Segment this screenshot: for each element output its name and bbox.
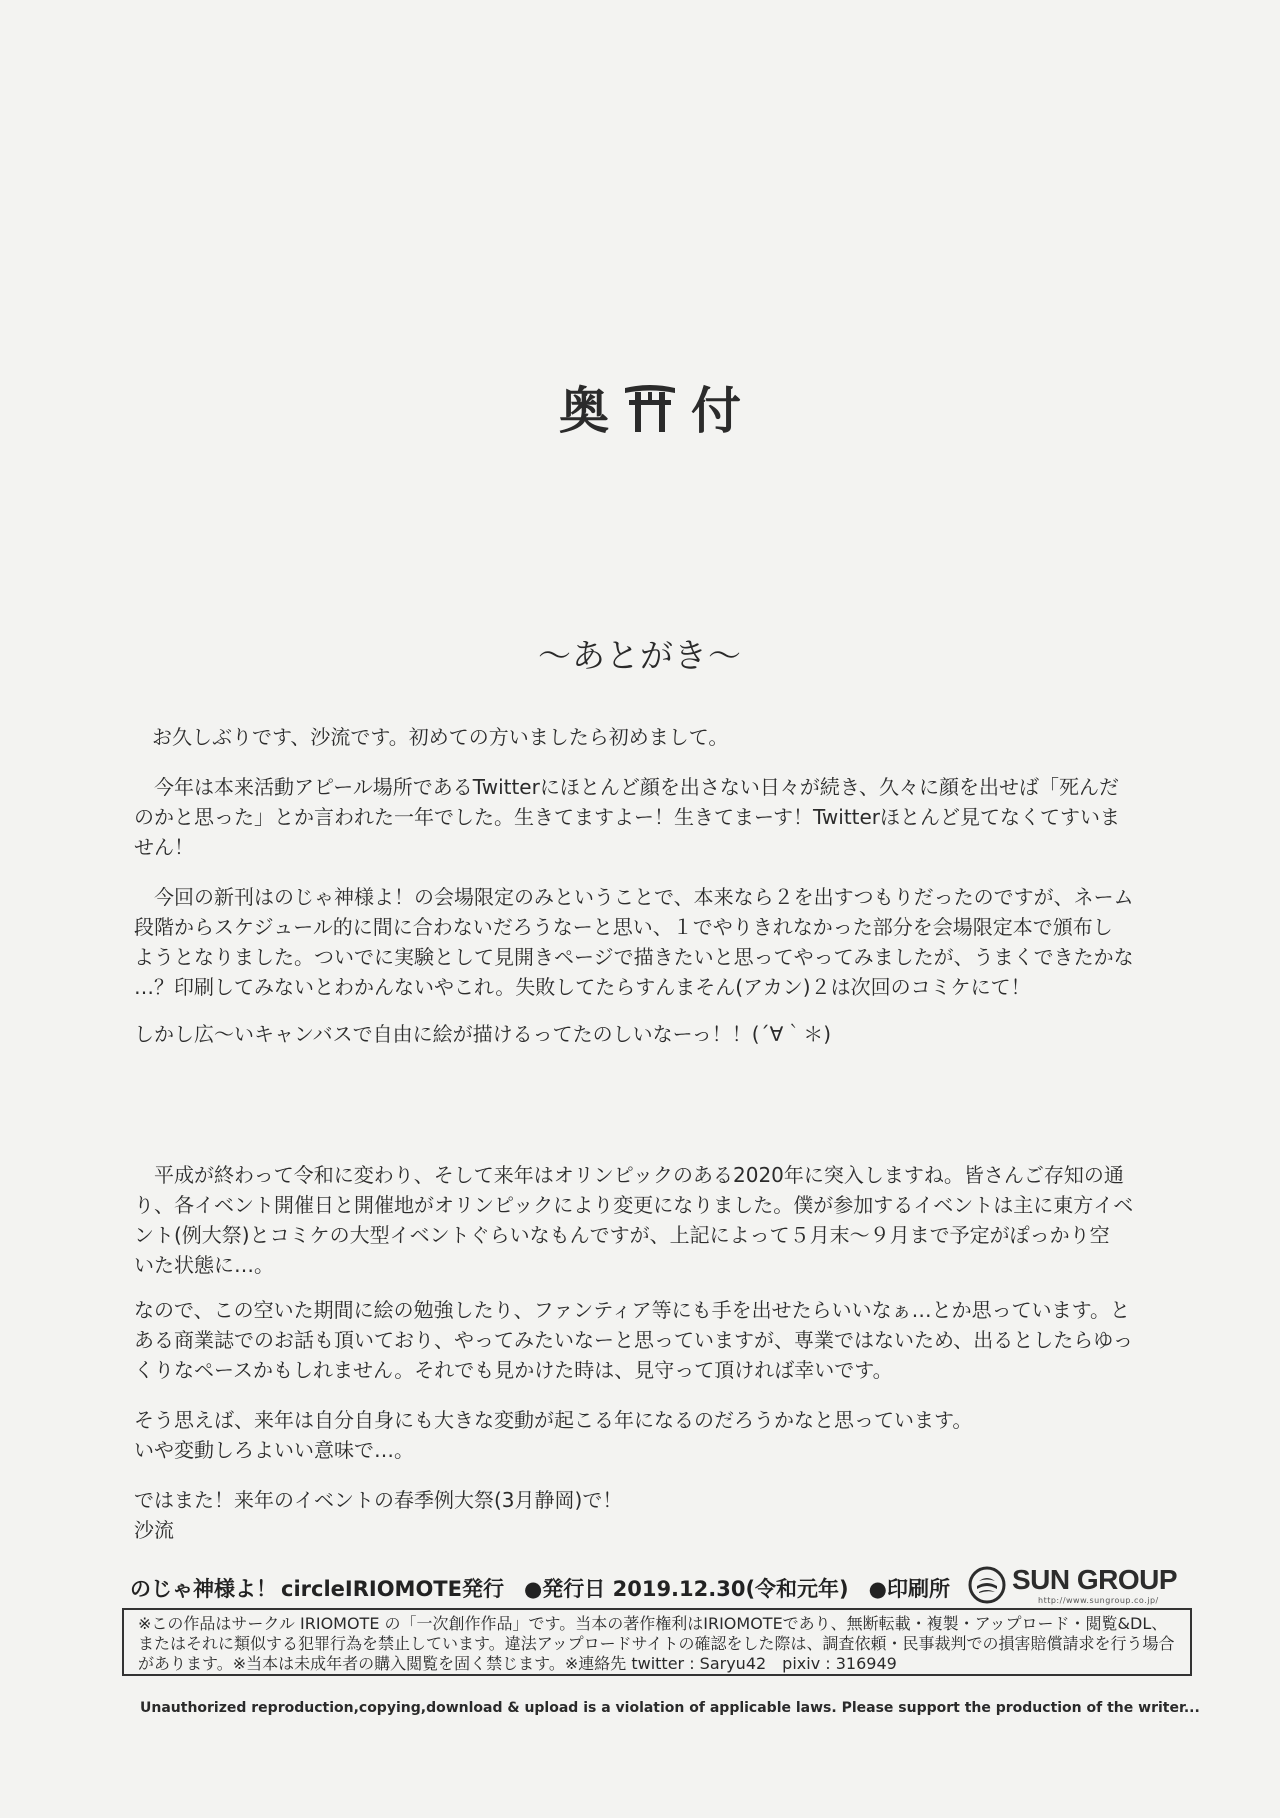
paragraph-text: そう思えば、来年は自分自身にも大きな変動が起こる年になるのだろうかなと思っています。 いや変動しろよいい意味で…。 [134,1408,973,1462]
paragraph-olympics [134,1160,1164,1280]
printer-name: SUN GROUP [1012,1564,1178,1595]
okuzuke-char-1: 奥 [559,381,609,440]
paragraph-text: しかし広～いキャンバスで自由に絵が描けるってたのしいなーっ！！(´∀｀＊) [134,1022,832,1046]
paragraph-greeting [152,722,1182,752]
colophon-printer: ●印刷所 [868,1577,950,1601]
paragraph-plans [134,1295,1164,1385]
paragraph-new-book [134,882,1164,1002]
printer-logo [968,1562,1198,1608]
paragraph-text: お久しぶりです、沙流です。初めての方いましたら初めまして。 [152,725,729,749]
paragraph-twitter [134,772,1164,862]
paragraph-changes [134,1405,1164,1465]
paragraph-signoff [134,1485,1164,1545]
paragraph-text: 平成が終わって令和に変わり、そして来年はオリンピックのある2020年に突入しますね。皆さんご存知の通 り、各イベント開催日と開催地がオリンピックにより変更になりました。僕が参加するイベントは主に東方イベ ント(例大祭)とコミケの大型イベントぐらいなもんですが、上記によって５月末～９月まで予定がぽっかり空 いた状態に…。 [134,1163,1134,1277]
torii-gate-icon [623,380,677,434]
okuzuke-char-2: 付 [691,381,741,440]
footer-disclaimer: Unauthorized reproduction,copying,download & upload is a violation of applicable laws. Please support the production of the writer... [140,1700,1200,1716]
paragraph-text: 今回の新刊はのじゃ神様よ！の会場限定のみということで、本来なら２を出すつもりだったのですが、ネーム 段階からスケジュール的に間に合わないだろうなーと思い、１でやりきれなかった部分を会場限定本で頒布し ようとなりました。ついでに実験として見開きページで描きたいと思ってやってみましたが、うまくできたかな …？印刷してみないとわかんないやこれ。失敗してたらすんまそん(アカン)２は次回のコミケにて！ [134,885,1134,999]
copyright-notice [122,1608,1192,1676]
colophon-date: ●発行日 2019.12.30(令和元年) [523,1577,849,1601]
paragraph-text: 今年は本来活動アピール場所であるTwitterにほとんど顔を出さない日々が続き、久々に顔を出せば「死んだ のかと思った」とか言われた一年でした。生きてますよー！生きてまーす！Twitterほとんど見てなくてすいま せん！ [134,775,1121,859]
paragraph-text: ではまた！来年のイベントの春季例大祭(3月静岡)で！ 沙流 [134,1488,623,1542]
printer-url: http://www.sungroup.co.jp/ [1038,1596,1159,1605]
okuzuke-title [540,372,760,442]
paragraph-text: なので、この空いた期間に絵の勉強したり、ファンティア等にも手を出せたらいいなぁ…とか思っています。と ある商業誌でのお話も頂いており、やってみたいなーと思っていますが、専業ではないため、出るとしたらゆっ くりなペースかもしれません。それでも見かけた時は、見守って頂ければ幸いです。 [134,1298,1133,1382]
colophon-title: のじゃ神様よ！ [130,1577,277,1601]
paragraph-canvas [134,1019,1164,1049]
sun-group-logo-icon [968,1566,1006,1604]
colophon-circle: circleIRIOMOTE発行 [281,1577,504,1601]
afterword-heading: ～あとがき～ [538,636,742,675]
copyright-notice-text: ※この作品はサークル IRIOMOTE の「一次創作作品」です。当本の著作権利はIRIOMOTEであり、無断転載・複製・アップロード・閲覧&DL、またはそれに類似する犯罪行為を禁止しています。違法アップロードサイトの確認をした際は、調査依頼・民事裁判での損害賠償請求を行う場合があります。※当本は未成年者の購入閲覧を固く禁じます。※連絡先 twitter : Saryu42 pixiv : 316949 [138,1614,1175,1673]
